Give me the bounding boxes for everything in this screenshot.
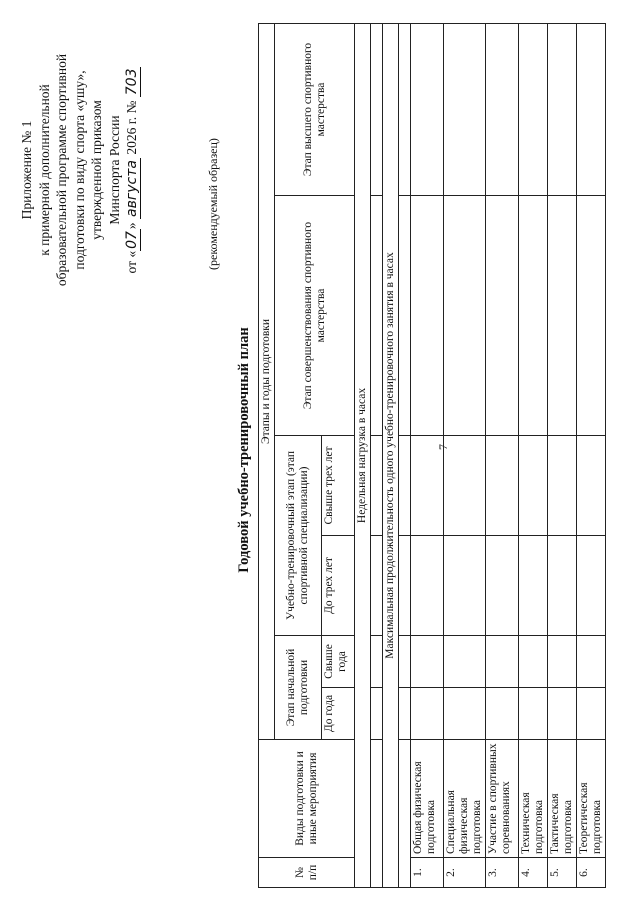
value-cell bbox=[548, 23, 577, 195]
appendix-line: Приложение № 1 bbox=[19, 120, 34, 220]
value-cell bbox=[519, 636, 548, 688]
header-until-year: До года bbox=[322, 688, 355, 740]
value-cell bbox=[371, 196, 383, 436]
value-cell bbox=[577, 23, 606, 195]
appendix-line: образовательной программе спортивной bbox=[54, 53, 69, 287]
header-kinds: Виды подготовки и иные мероприятия bbox=[259, 740, 355, 858]
handwritten-month: августа bbox=[124, 160, 140, 217]
handwritten-day: 07 bbox=[124, 231, 140, 249]
value-cell bbox=[411, 688, 444, 740]
value-cell bbox=[519, 196, 548, 436]
appendix-line: к примерной дополнительной bbox=[36, 84, 52, 256]
value-cell bbox=[411, 536, 444, 636]
table-row bbox=[411, 23, 444, 887]
value-cell bbox=[548, 688, 577, 740]
value-cell bbox=[486, 636, 519, 688]
row-number: 2. bbox=[444, 858, 486, 888]
header-stage-highest: Этап высшего спортивного мастерства bbox=[275, 23, 355, 195]
document-title: Годовой учебно-тренировочный план bbox=[236, 327, 252, 573]
appendix-line: утвержденной приказом bbox=[89, 100, 104, 240]
blank-cell bbox=[371, 740, 383, 888]
value-cell bbox=[486, 196, 519, 436]
row-label: Специальная физическая подготовка bbox=[444, 740, 486, 858]
value-cell bbox=[577, 636, 606, 688]
max-duration-values-row bbox=[399, 23, 411, 887]
training-plan-table bbox=[258, 23, 606, 888]
value-cell bbox=[519, 23, 548, 195]
value-cell bbox=[548, 536, 577, 636]
header-row-stages bbox=[259, 23, 275, 887]
header-until-three: До трех лет bbox=[322, 536, 355, 636]
value-cell bbox=[411, 23, 444, 195]
value-cell bbox=[399, 196, 411, 436]
weekly-load-row bbox=[355, 23, 371, 887]
value-cell bbox=[371, 436, 383, 536]
table-row bbox=[444, 23, 486, 887]
value-cell bbox=[411, 436, 444, 536]
max-duration-row bbox=[383, 23, 399, 887]
value-cell bbox=[486, 436, 519, 536]
header-stage-improvement: Этап совершенствования спортивного мастерства bbox=[275, 196, 355, 436]
table-row bbox=[519, 23, 548, 887]
value-cell bbox=[371, 636, 383, 688]
value-cell bbox=[577, 536, 606, 636]
appendix-header bbox=[18, 20, 142, 320]
date-mid: » bbox=[124, 222, 139, 230]
value-cell bbox=[548, 196, 577, 436]
value-cell bbox=[577, 436, 606, 536]
value-cell bbox=[519, 536, 548, 636]
value-cell bbox=[399, 636, 411, 688]
order-date-line bbox=[123, 20, 142, 320]
appendix-line: Минспорта России bbox=[106, 115, 122, 225]
appendix-line: подготовки по виду спорта «ушу», bbox=[71, 70, 87, 270]
value-cell bbox=[444, 536, 486, 636]
value-cell bbox=[577, 688, 606, 740]
value-cell bbox=[411, 636, 444, 688]
value-cell bbox=[399, 436, 411, 536]
value-cell bbox=[399, 536, 411, 636]
value-cell bbox=[519, 436, 548, 536]
value-cell bbox=[486, 536, 519, 636]
value-cell bbox=[444, 688, 486, 740]
table-row bbox=[548, 23, 577, 887]
value-cell bbox=[371, 23, 383, 195]
row-label: Теоретическая подготовка bbox=[577, 740, 606, 858]
recommended-note: (рекомендуемый образец) bbox=[206, 138, 220, 270]
header-stage-training: Учебно-тренировочный этап (этап спортивной специализации) bbox=[275, 436, 322, 636]
value-cell bbox=[371, 536, 383, 636]
row-label: Участие в спортивных соревнованиях bbox=[486, 740, 519, 858]
value-cell bbox=[486, 688, 519, 740]
value-cell bbox=[411, 196, 444, 436]
value-cell bbox=[399, 688, 411, 740]
handwritten-number: 703 bbox=[124, 68, 140, 96]
value-cell bbox=[519, 688, 548, 740]
header-over-three: Свыше трех лет bbox=[322, 436, 355, 536]
header-stages: Этапы и годы подготовки bbox=[259, 23, 275, 739]
date-year: 2026 г. № bbox=[124, 100, 139, 155]
value-cell bbox=[399, 23, 411, 195]
row-number: 3. bbox=[486, 858, 519, 888]
row-number: 1. bbox=[411, 858, 444, 888]
header-over-year: Свыше года bbox=[322, 636, 355, 688]
blank-cell bbox=[399, 740, 411, 888]
row-label: Тактическая подготовка bbox=[548, 740, 577, 858]
page-number: 7 bbox=[436, 444, 450, 450]
date-prefix: от « bbox=[124, 250, 139, 274]
value-cell bbox=[371, 688, 383, 740]
value-cell bbox=[577, 196, 606, 436]
row-number: 5. bbox=[548, 858, 577, 888]
row-number: 6. bbox=[577, 858, 606, 888]
max-duration-label: Максимальная продолжительность одного учебно-тренировочного занятия в часах bbox=[383, 23, 399, 887]
table-row bbox=[577, 23, 606, 887]
row-label: Общая физическая подготовка bbox=[411, 740, 444, 858]
value-cell bbox=[444, 636, 486, 688]
weekly-load-values-row bbox=[371, 23, 383, 887]
row-label: Техническая подготовка bbox=[519, 740, 548, 858]
value-cell bbox=[486, 23, 519, 195]
table-row bbox=[486, 23, 519, 887]
header-num: № п/п bbox=[259, 858, 355, 888]
header-stage-initial: Этап начальной подготовки bbox=[275, 636, 322, 740]
weekly-load-label: Недельная нагрузка в часах bbox=[355, 23, 371, 887]
value-cell bbox=[548, 636, 577, 688]
value-cell bbox=[444, 23, 486, 195]
value-cell bbox=[444, 436, 486, 536]
value-cell bbox=[444, 196, 486, 436]
value-cell bbox=[548, 436, 577, 536]
row-number: 4. bbox=[519, 858, 548, 888]
